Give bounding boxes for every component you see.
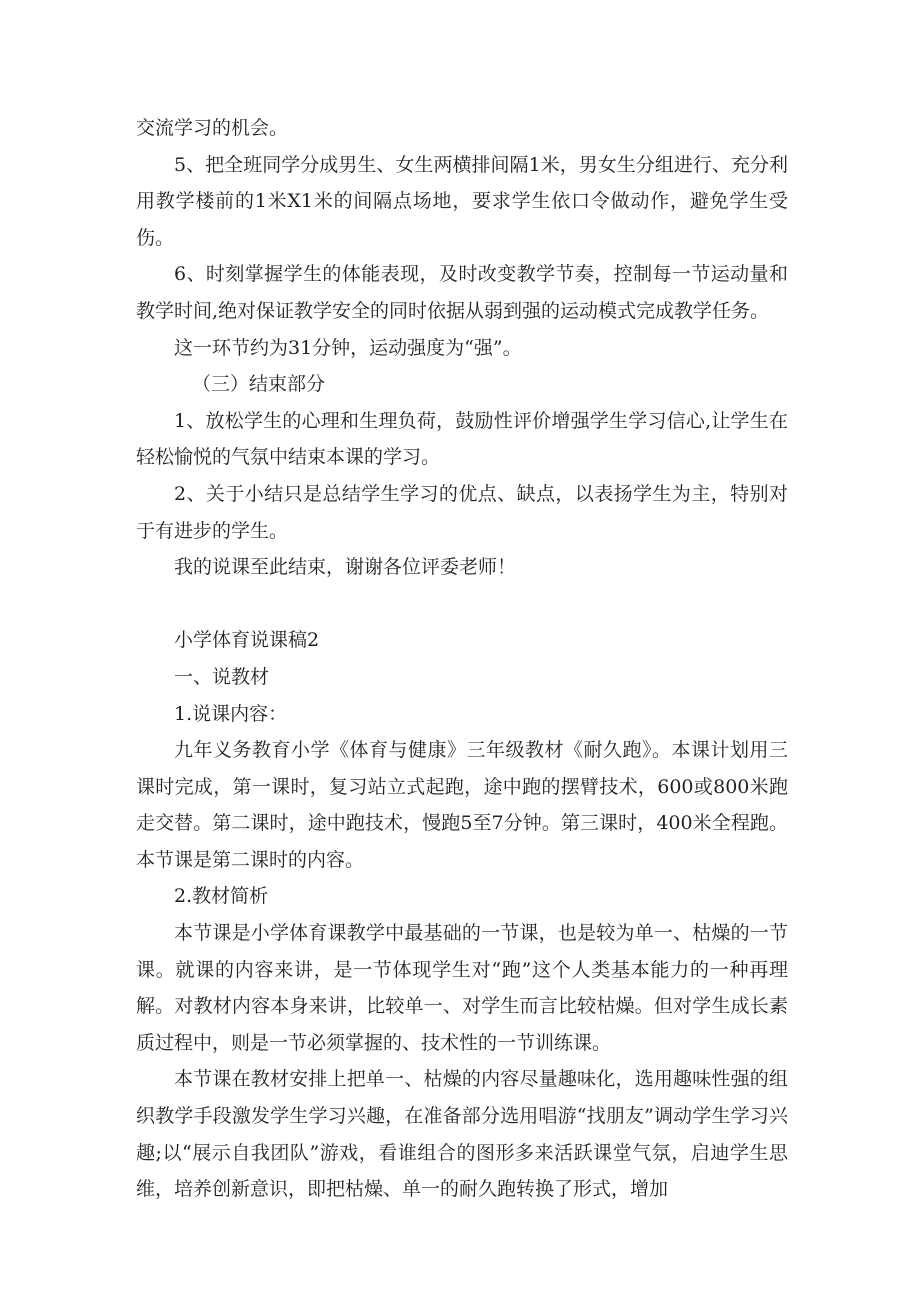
paragraph-analysis-1: 本节课是小学体育课教学中最基础的一节课，也是较为单一、枯燥的一节课。就课的内容来讲，是一节体现学生对“跑”这个人类基本能力的一种再理解。对教材内容本身来讲，比较单一、对学生而言比较枯燥。但对学生成长素质过程中，则是一节必须掌握的、技术性的一节训练课。 <box>136 922 788 1054</box>
paragraph-closing: 我的说课至此结束，谢谢各位评委老师！ <box>174 556 517 579</box>
subheading-lesson-content: 1.说课内容： <box>174 702 288 725</box>
paragraph-ending-2: 2、关于小结只是总结学生学习的优点、缺点，以表扬学生为主，特别对于有进步的学生。 <box>136 482 788 542</box>
paragraph-item-5: 5、把全班同学分成男生、女生两横排间隔1米，男女生分组进行、充分利用教学楼前的1米X1米的间隔点场地，要求学生依口令做动作，避免学生受伤。 <box>136 153 788 249</box>
paragraph-duration-note: 这一环节约为31分钟，运动强度为“强”。 <box>174 336 522 359</box>
paragraph-lesson-content: 九年义务教育小学《体育与健康》三年级教材《耐久跑》。本课计划用三课时完成，第一课时，复习站立式起跑，途中跑的摆臂技术，600或800米跑走交替。第二课时，途中跑技术，慢跑5至7分钟。第三课时，400米全程跑。本节课是第二课时的内容。 <box>136 739 788 871</box>
subheading-textbook-analysis: 2.教材简析 <box>174 885 269 908</box>
blank-line <box>136 586 788 623</box>
section-heading-ending: （三）结束部分 <box>192 373 326 396</box>
paragraph-ending-1: 1、放松学生的心理和生理负荷，鼓励性评价增强学生学习信心,让学生在轻松愉悦的气氛中结束本课的学习。 <box>136 409 788 469</box>
document-title-2: 小学体育说课稿2 <box>174 629 320 652</box>
paragraph-item-6: 6、时刻掌握学生的体能表现，及时改变教学节奏，控制每一节运动量和教学时间,绝对保证教学安全的同时依据从弱到强的运动模式完成教学任务。 <box>136 263 788 322</box>
section-heading-textbook: 一、说教材 <box>174 665 270 688</box>
paragraph-analysis-2: 本节课在教材安排上把单一、枯燥的内容尽量趣味化，选用趣味性强的组织教学手段激发学生学习兴趣，在准备部分选用唱游“找朋友”调动学生学习兴趣;以“展示自我团队”游戏，看谁组合的图形多来活跃课堂气氛，启迪学生思维，培养创新意识，即把枯燥、单一的耐久跑转换了形式，增加 <box>136 1068 788 1201</box>
paragraph-continuation: 交流学习的机会。 <box>136 117 289 139</box>
document-body <box>136 110 788 1208</box>
